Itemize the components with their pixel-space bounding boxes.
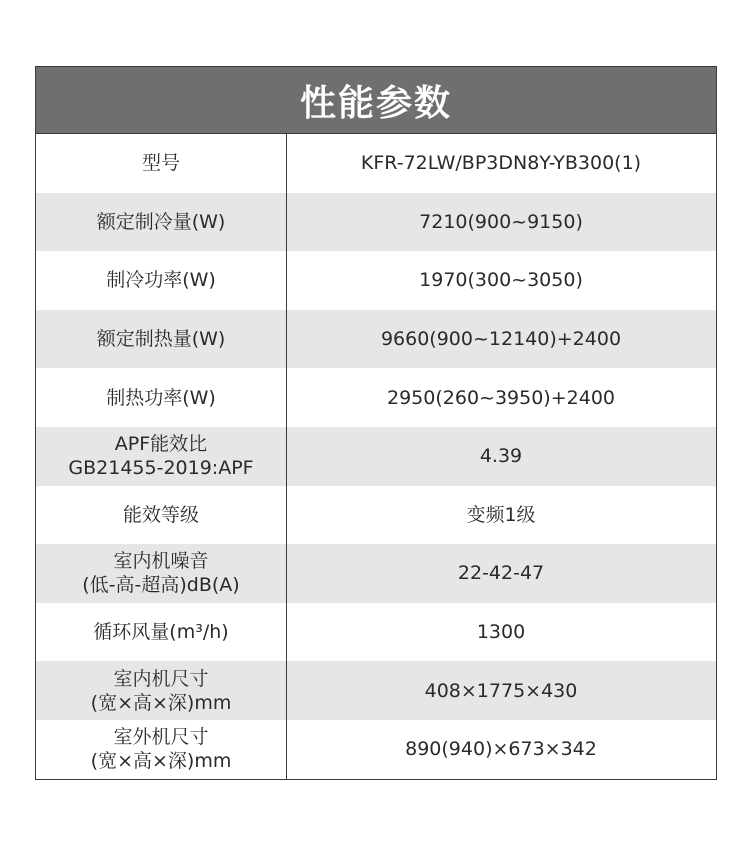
spec-label-cell	[36, 251, 286, 310]
table-row	[36, 427, 716, 486]
table-body	[36, 134, 716, 779]
spec-label: GB21455-2019:APF	[68, 457, 254, 480]
spec-label-cell	[36, 368, 286, 427]
table-title: 性能参数	[299, 82, 452, 124]
spec-label: 额定制冷量(W)	[96, 210, 226, 233]
table-header	[36, 67, 716, 134]
table-row	[36, 193, 716, 252]
table-row	[36, 486, 716, 545]
spec-value: 408×1775×430	[424, 679, 578, 702]
spec-label-cell	[36, 544, 286, 603]
spec-label: 制热功率(W)	[106, 386, 216, 409]
spec-value: 7210(900~9150)	[419, 210, 583, 233]
spec-label: 能效等级	[122, 503, 199, 526]
spec-value: 4.39	[479, 445, 523, 468]
spec-value: 22-42-47	[457, 562, 545, 585]
spec-label: 制冷功率(W)	[106, 269, 216, 292]
spec-value: 1970(300~3050)	[419, 269, 583, 292]
spec-label: 室内机噪音	[113, 550, 209, 573]
spec-label-cell	[36, 720, 286, 779]
spec-value: 变频1级	[466, 503, 536, 526]
spec-label: 室内机尺寸	[113, 667, 209, 690]
spec-label-cell	[36, 193, 286, 252]
spec-table	[35, 66, 717, 780]
spec-label-cell	[36, 427, 286, 486]
table-row	[36, 603, 716, 662]
table-row	[36, 134, 716, 193]
spec-label-cell	[36, 134, 286, 193]
spec-label-cell	[36, 661, 286, 720]
column-divider	[286, 134, 287, 779]
spec-value: 2950(260~3950)+2400	[387, 386, 615, 409]
table-row	[36, 310, 716, 369]
spec-label: 型号	[141, 152, 180, 175]
spec-label: (宽×高×深)mm	[90, 691, 232, 714]
spec-label-cell	[36, 310, 286, 369]
table-row	[36, 720, 716, 779]
table-row	[36, 368, 716, 427]
spec-label: 循环风量(m³/h)	[93, 621, 229, 644]
spec-label: (低-高-超高)dB(A)	[82, 574, 240, 597]
spec-label: (宽×高×深)mm	[90, 750, 232, 773]
spec-label-cell	[36, 486, 286, 545]
table-row	[36, 661, 716, 720]
spec-value: 9660(900~12140)+2400	[380, 328, 622, 351]
spec-value: KFR-72LW/BP3DN8Y-YB300(1)	[360, 152, 642, 175]
spec-value: 890(940)×673×342	[405, 738, 597, 761]
spec-label: 额定制热量(W)	[96, 328, 226, 351]
table-row	[36, 544, 716, 603]
table-row	[36, 251, 716, 310]
spec-label-cell	[36, 603, 286, 662]
spec-value: 1300	[476, 621, 526, 644]
spec-label: APF能效比	[114, 433, 208, 456]
spec-label: 室外机尺寸	[113, 726, 209, 749]
